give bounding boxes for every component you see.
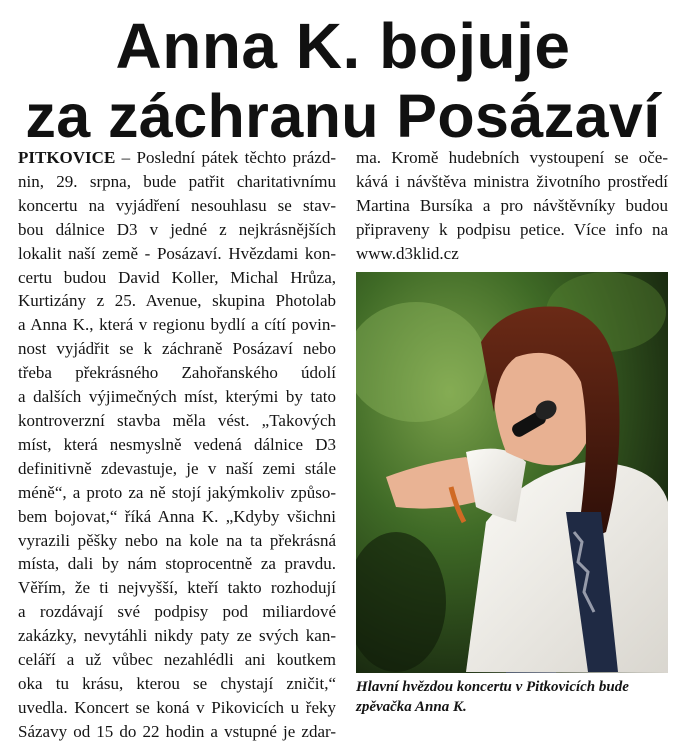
article-text-line: a dalších výjimečných míst, kterými by tato (18, 387, 336, 407)
article-first-line (18, 146, 336, 170)
article-text-line: ma. Kromě hudebních vystoupení se oče- (356, 148, 668, 167)
article-text-line: nost vyjádřit se k záchraně Posázaví nebo (18, 339, 336, 359)
concert-photo (356, 272, 668, 673)
article-text-line: uvedla. Koncert se koná v Pikovicích u řeky (18, 697, 336, 717)
article-text-line: www.d3klid.cz (356, 243, 459, 263)
article-text-line: koncertu na vyjádření nesouhlasu se stav- (18, 195, 336, 215)
article-first-line-text: – Poslední pátek těchto prázd- (121, 148, 336, 167)
article-text-line: místa, dali by nám stoprocentně za pravdu. (18, 554, 336, 574)
article-text-line: zakázky, nevytáhli nikdy paty ze svých kan- (18, 626, 336, 646)
article-text-line: lokalit naší země - Posázaví. Hvězdami kon- (18, 243, 336, 263)
article-text-line: méně“, a proto za ně stojí jakýmkoliv způso- (18, 482, 336, 502)
article-text-line: vyrazili pěšky nebo na kole na ta překrásná (18, 530, 336, 550)
article-text-line: nin, 29. srpna, bude patřit charitativnímu (18, 171, 336, 191)
dateline: PITKOVICE (18, 148, 116, 167)
article-column-2 (356, 146, 668, 266)
article-text-line: míst, která nesmyslně vedená dálnice D3 (18, 434, 336, 454)
article-text-line: a rozdávají své podpisy pod miliardové (18, 602, 336, 622)
article-text-line: Věřím, že ti nejvyšší, kteří takto rozhodují (18, 578, 336, 598)
article-text-line: třeba překrásného Zahořanského údolí (18, 363, 336, 383)
article-text-line: Kurtizány z 25. Avenue, skupina Photolab (18, 291, 336, 311)
singer-photo-illustration (356, 272, 668, 673)
article-text-line: připraveny k podpisu petice. Více info na (356, 219, 668, 239)
article-text-line: certu budou David Koller, Michal Hrůza, (18, 267, 336, 287)
article-text-line: definitivně zdevastuje, je v naší zemi stále (18, 458, 336, 478)
article-text-line: kontroverzní stavba měla vést. „Takových (18, 410, 336, 430)
article-text-line: oka tu krásu, kterou se chystají zničit,“ (18, 673, 336, 693)
article-text-line: Sázavy od 15 do 22 hodin a vstupné je zdar- (18, 721, 336, 741)
article-column-1 (18, 146, 336, 744)
article-text-line: Martina Bursíka a pro návštěvníky budou (356, 195, 668, 215)
article-text-line: bou dálnice D3 v jedné z nejkrásnějších (18, 219, 336, 239)
article-text-line: bem bojovat,“ říká Anna K. „Kdyby všichni (18, 506, 336, 526)
photo-caption (356, 677, 668, 717)
article-text-line: a Anna K., která v regionu bydlí a cítí povin- (18, 315, 336, 335)
headline-line-1: Anna K. bojuje (115, 10, 571, 82)
caption-line: zpěvačka Anna K. (356, 699, 467, 715)
article-text-line: celáří a už vůbec nezahlédli ani koutkem (18, 650, 336, 670)
article-text-line: kává i návštěva ministra životního prostředí (356, 171, 668, 191)
caption-line: Hlavní hvězdou koncertu v Pitkovicích bude (356, 679, 629, 695)
headline-line-2: za záchranu Posázaví (25, 82, 661, 150)
